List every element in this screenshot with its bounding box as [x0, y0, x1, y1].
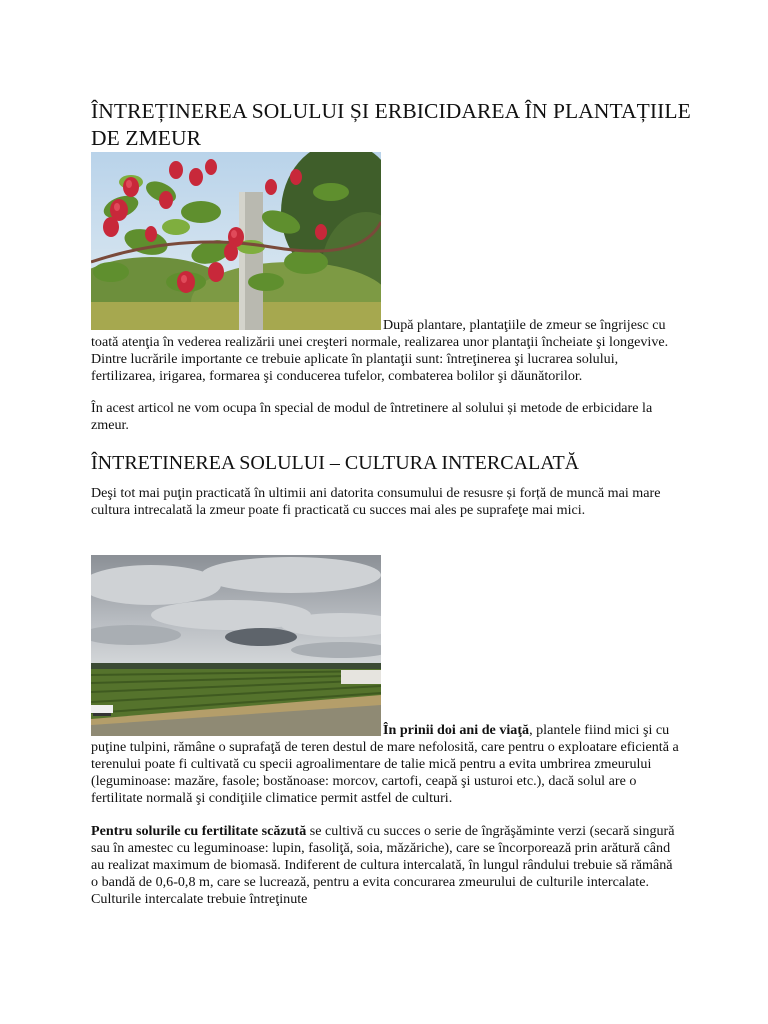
page-title: ÎNTREȚINEREA SOLULUI ȘI ERBICIDAREA ÎN PLANTAȚIILE DE ZMEUR: [91, 99, 691, 150]
low-fertility-paragraph: Pentru solurile cu fertilitate scăzută se cultivă cu succes o serie de îngrăşăminte verzi (secară singură sau în amestec cu leguminoase: lupin, fasoliţă, soia, măzăriche), care se încorporează prin arătură când au realizat maximum de biomasă. Indiferent de cultura intercalată, în lungul rândului trebuie să rămână o bandă de 0,6-0,8 m, care se lucrează, pentru a evita concurarea zmeurului de culturile intercalate. Culturile intercalate trebuie întreţinute: [91, 823, 675, 907]
raspberry-photo: [91, 152, 381, 330]
low-fertility-bold: Pentru solurile cu fertilitate scăzută: [91, 823, 307, 839]
section-intro-paragraph: Deşi tot mai puţin practicată în ultimii ani datorita consumului de resusre și forță de muncă mai mare cultura intrecalată la zmeur poate fi practicată cu succes mai ales pe suprafeţe mai mici.: [91, 485, 661, 518]
first-years-bold: În prinii doi ani de viaţă: [383, 722, 530, 738]
field-photo: [91, 555, 381, 736]
article-paragraph: În acest articol ne vom ocupa în special de modul de întretinere al solului și metode de erbicidare la zmeur.: [91, 400, 653, 433]
intro-paragraph: După plantare, plantaţiile de zmeur se îngrijesc cu toată atenţia în vederea realizării unei creşteri normale, realizarea unor plantaţii încheiate şi longevive. Dintre lucrările importante ce trebuie aplicate în plantaţii sunt: întreţinerea şi lucrarea solului, fertilizarea, irigarea, formarea şi conducerea tufelor, combaterea bolilor şi dăunătorilor.: [91, 317, 669, 384]
section-heading: ÎNTRETINEREA SOLULUI – CULTURA INTERCALATĂ: [91, 452, 580, 474]
first-years-paragraph: În prinii doi ani de viaţă, plantele fiind mici şi cu puţine tulpini, rămâne o suprafaţă de teren destul de mare nefolosită, care pentru o exploatare eficientă a terenului poate fi cultivată cu specii agroalimentare de talie mică pentru a evita umbrirea zmeurului (leguminoase: mazăre, fasole; bostănoase: morcov, cartofi, ceapă şi usturoi etc.), dacă solul are o fertilitate normală şi condiţiile climatice permit astfel de culturi.: [91, 722, 679, 806]
